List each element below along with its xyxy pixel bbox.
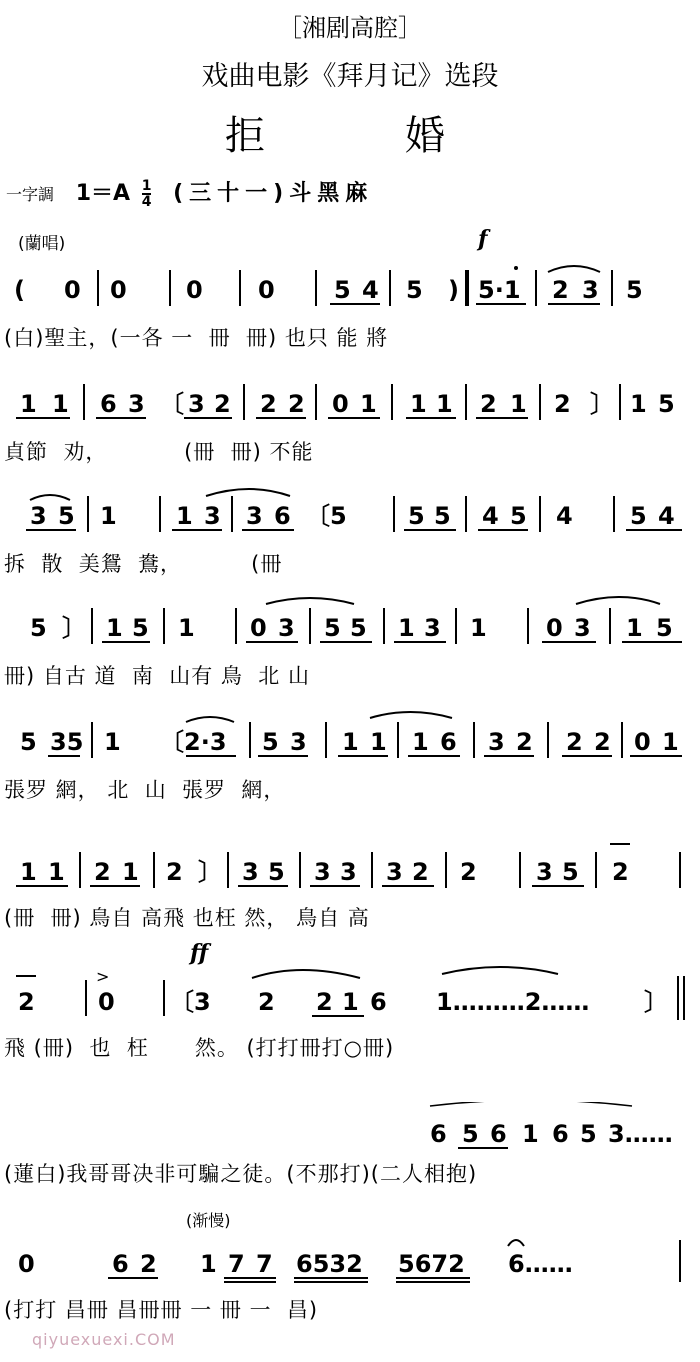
notation-svg-1 bbox=[0, 258, 700, 318]
notation-svg-8 bbox=[0, 1102, 700, 1162]
lyrics-line-1: (白)聖主，(一各 一 冊 冊) 也只 能 將 bbox=[4, 326, 389, 350]
time-signature bbox=[142, 179, 152, 209]
svg-text:2: 2 bbox=[260, 390, 277, 418]
svg-text:3: 3 bbox=[386, 858, 403, 886]
notation-system-9 bbox=[0, 1232, 700, 1292]
svg-text:>: > bbox=[96, 967, 110, 986]
notation-system-4 bbox=[0, 596, 700, 656]
svg-text:5: 5 bbox=[462, 1120, 479, 1148]
notation-system-8 bbox=[0, 1102, 700, 1162]
svg-text:1: 1 bbox=[436, 390, 453, 418]
svg-text:1: 1 bbox=[510, 390, 527, 418]
svg-text:1: 1 bbox=[630, 390, 647, 418]
svg-text:5: 5 bbox=[350, 614, 367, 642]
svg-text:4: 4 bbox=[362, 276, 379, 304]
notation-system-3 bbox=[0, 484, 700, 544]
svg-text:2: 2 bbox=[460, 858, 477, 886]
svg-text:2: 2 bbox=[214, 390, 231, 418]
svg-text:〕: 〕 bbox=[62, 614, 86, 642]
notation-svg-6 bbox=[0, 840, 700, 900]
svg-text:2: 2 bbox=[166, 858, 183, 886]
svg-text:2: 2 bbox=[18, 988, 35, 1016]
svg-text:3: 3 bbox=[188, 390, 205, 418]
svg-text:〕: 〕 bbox=[644, 988, 668, 1016]
svg-text:1: 1 bbox=[178, 614, 195, 642]
lyrics-line-3: 拆 散 美鴛 鴦， (冊 bbox=[4, 552, 283, 576]
svg-text:5: 5 bbox=[132, 614, 149, 642]
svg-text:4: 4 bbox=[482, 502, 499, 530]
svg-text:2: 2 bbox=[412, 858, 429, 886]
svg-text:0: 0 bbox=[332, 390, 349, 418]
svg-text:3: 3 bbox=[128, 390, 145, 418]
svg-text:(: ( bbox=[14, 276, 25, 304]
svg-text:3: 3 bbox=[340, 858, 357, 886]
svg-text:1: 1 bbox=[342, 988, 359, 1016]
key-signature: 1＝A bbox=[75, 181, 131, 206]
svg-text:1: 1 bbox=[104, 728, 121, 756]
lyrics-line-5: 張罗 網， 北 山 張罗 網， bbox=[4, 778, 286, 802]
lyrics-line-9: (打打 昌冊 昌冊冊 一 冊 一 昌) bbox=[4, 1298, 319, 1322]
svg-text:3: 3 bbox=[30, 502, 47, 530]
lyrics-line-6: (冊 冊) 鳥自 高飛 也枉 然， 鳥自 高 bbox=[4, 906, 370, 930]
svg-text:2: 2 bbox=[480, 390, 497, 418]
svg-text:1: 1 bbox=[342, 728, 359, 756]
notation-system-5 bbox=[0, 710, 700, 770]
svg-text:4: 4 bbox=[658, 502, 675, 530]
svg-text:7: 7 bbox=[228, 1250, 245, 1278]
genre-label: ［湘剧高腔］ bbox=[278, 14, 422, 42]
svg-text:2: 2 bbox=[258, 988, 275, 1016]
svg-text:0: 0 bbox=[546, 614, 563, 642]
notation-system-6 bbox=[0, 840, 700, 900]
svg-text:6: 6 bbox=[370, 988, 387, 1016]
tempo-mark: (渐慢) bbox=[186, 1211, 231, 1230]
svg-text:1: 1 bbox=[626, 614, 643, 642]
svg-text:5672: 5672 bbox=[398, 1250, 465, 1278]
song-title: 拒婚 bbox=[225, 113, 585, 159]
svg-text:〕: 〕 bbox=[590, 390, 614, 418]
svg-text:6: 6 bbox=[440, 728, 457, 756]
svg-text:5: 5 bbox=[656, 614, 673, 642]
svg-text:0: 0 bbox=[634, 728, 651, 756]
svg-text:5: 5 bbox=[268, 858, 285, 886]
svg-text:): ) bbox=[448, 276, 459, 304]
svg-text:5: 5 bbox=[408, 502, 425, 530]
svg-text:0: 0 bbox=[110, 276, 127, 304]
svg-text:3: 3 bbox=[424, 614, 441, 642]
svg-text:〔3: 〔3 bbox=[170, 988, 211, 1016]
notation-svg-2 bbox=[0, 372, 700, 432]
svg-text:6: 6 bbox=[552, 1120, 569, 1148]
svg-text:3: 3 bbox=[246, 502, 263, 530]
watermark: qiyuexuexi.COM bbox=[32, 1330, 176, 1349]
svg-text:5: 5 bbox=[658, 390, 675, 418]
svg-text:1: 1 bbox=[200, 1250, 217, 1278]
svg-text:5: 5 bbox=[20, 728, 37, 756]
svg-text:1: 1 bbox=[370, 728, 387, 756]
svg-text:1: 1 bbox=[410, 390, 427, 418]
svg-text:4: 4 bbox=[556, 502, 573, 530]
svg-text:5: 5 bbox=[406, 276, 423, 304]
svg-text:2: 2 bbox=[552, 276, 569, 304]
svg-text:3: 3 bbox=[242, 858, 259, 886]
svg-text:2: 2 bbox=[316, 988, 333, 1016]
svg-text:5: 5 bbox=[30, 614, 47, 642]
svg-text:2: 2 bbox=[566, 728, 583, 756]
qupai-name: (三十一)斗黑麻 bbox=[173, 181, 374, 206]
svg-text:5: 5 bbox=[626, 276, 643, 304]
svg-text:3……: 3…… bbox=[608, 1120, 673, 1148]
svg-text:1: 1 bbox=[100, 502, 117, 530]
svg-text:35: 35 bbox=[50, 728, 84, 756]
meter-numerator: 1 bbox=[141, 178, 152, 194]
svg-text:5: 5 bbox=[434, 502, 451, 530]
svg-text:1: 1 bbox=[398, 614, 415, 642]
lyrics-line-8: (蓮白)我哥哥决非可騙之徒。(不那打)(二人相抱) bbox=[4, 1162, 478, 1186]
notation-svg-5 bbox=[0, 710, 700, 770]
notation-system-2 bbox=[0, 372, 700, 432]
svg-text:1: 1 bbox=[360, 390, 377, 418]
svg-text:5: 5 bbox=[334, 276, 351, 304]
svg-text:1: 1 bbox=[122, 858, 139, 886]
svg-text:7: 7 bbox=[256, 1250, 273, 1278]
svg-text:3: 3 bbox=[314, 858, 331, 886]
dynamic-forte: f bbox=[478, 226, 488, 252]
svg-text:5: 5 bbox=[562, 858, 579, 886]
svg-text:3: 3 bbox=[204, 502, 221, 530]
svg-text:5: 5 bbox=[630, 502, 647, 530]
svg-text:1: 1 bbox=[412, 728, 429, 756]
svg-text:2: 2 bbox=[594, 728, 611, 756]
svg-text:0: 0 bbox=[98, 988, 115, 1016]
svg-text:5: 5 bbox=[580, 1120, 597, 1148]
notation-system-1 bbox=[0, 258, 700, 318]
lyrics-line-2: 貞節 劝， (冊 冊) 不能 bbox=[4, 440, 314, 464]
svg-text:2: 2 bbox=[140, 1250, 157, 1278]
svg-text:0: 0 bbox=[258, 276, 275, 304]
svg-text:2: 2 bbox=[516, 728, 533, 756]
svg-text:1: 1 bbox=[522, 1120, 539, 1148]
svg-text:〕: 〕 bbox=[198, 858, 222, 886]
notation-svg-7 bbox=[0, 966, 700, 1026]
notation-svg-9 bbox=[0, 1232, 700, 1292]
svg-text:1: 1 bbox=[662, 728, 679, 756]
svg-text:2: 2 bbox=[612, 858, 629, 886]
meter-denominator: 4 bbox=[141, 194, 152, 210]
singer-label: (蘭唱) bbox=[18, 234, 66, 254]
svg-text:〔5: 〔5 bbox=[306, 502, 347, 530]
svg-text:2: 2 bbox=[554, 390, 571, 418]
svg-text:3: 3 bbox=[536, 858, 553, 886]
svg-text:6: 6 bbox=[490, 1120, 507, 1148]
svg-text:1: 1 bbox=[20, 858, 37, 886]
mode-label: 一字調 bbox=[6, 185, 55, 204]
svg-text:5: 5 bbox=[262, 728, 279, 756]
svg-text:2: 2 bbox=[94, 858, 111, 886]
svg-text:6: 6 bbox=[100, 390, 117, 418]
tune-line bbox=[6, 176, 373, 209]
svg-text:5: 5 bbox=[510, 502, 527, 530]
lyrics-line-4: 冊) 自古 道 南 山有 鳥 北 山 bbox=[4, 664, 310, 688]
svg-text:1: 1 bbox=[176, 502, 193, 530]
svg-text:5: 5 bbox=[58, 502, 75, 530]
notation-svg-3 bbox=[0, 484, 700, 544]
svg-text:3: 3 bbox=[278, 614, 295, 642]
svg-text:3: 3 bbox=[290, 728, 307, 756]
svg-text:6: 6 bbox=[274, 502, 291, 530]
svg-text:1: 1 bbox=[470, 614, 487, 642]
svg-text:6: 6 bbox=[430, 1120, 447, 1148]
svg-text:1………2……: 1………2…… bbox=[436, 988, 590, 1016]
lyrics-line-7: 飛 (冊) 也 枉 然。 (打打冊打○冊) bbox=[4, 1036, 395, 1060]
svg-text:1: 1 bbox=[106, 614, 123, 642]
svg-text:3: 3 bbox=[574, 614, 591, 642]
svg-text:0: 0 bbox=[186, 276, 203, 304]
dynamic-fortissimo: ff bbox=[190, 940, 209, 966]
svg-text:6……: 6…… bbox=[508, 1250, 573, 1278]
svg-text:5·1: 5·1 bbox=[478, 276, 521, 304]
notation-system-7 bbox=[0, 966, 700, 1026]
svg-text:3: 3 bbox=[582, 276, 599, 304]
svg-text:1: 1 bbox=[20, 390, 37, 418]
svg-text:2: 2 bbox=[288, 390, 305, 418]
notation-svg-4 bbox=[0, 596, 700, 656]
svg-text:0: 0 bbox=[64, 276, 81, 304]
svg-text:3: 3 bbox=[488, 728, 505, 756]
svg-text:0: 0 bbox=[18, 1250, 35, 1278]
svg-text:〔: 〔 bbox=[160, 390, 184, 418]
svg-text:〔2·3: 〔2·3 bbox=[160, 728, 227, 756]
svg-text:0: 0 bbox=[250, 614, 267, 642]
film-title: 戏曲电影《拜月记》选段 bbox=[201, 61, 499, 92]
svg-text:6532: 6532 bbox=[296, 1250, 363, 1278]
svg-text:6: 6 bbox=[112, 1250, 129, 1278]
svg-text:5: 5 bbox=[324, 614, 341, 642]
svg-text:1: 1 bbox=[52, 390, 69, 418]
svg-text:1: 1 bbox=[48, 858, 65, 886]
